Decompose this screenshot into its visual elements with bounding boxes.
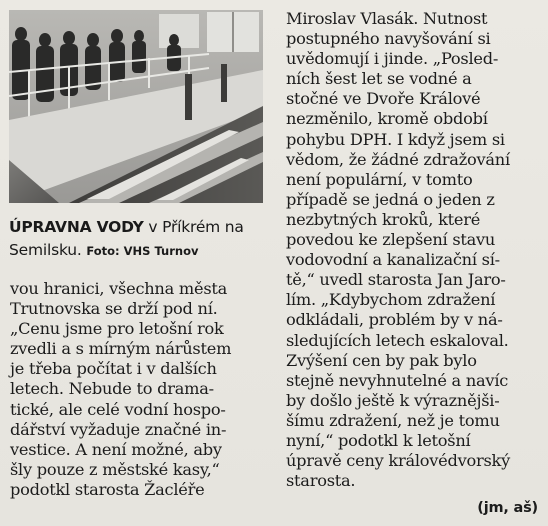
text-line: tické, ale celé vodní hospo- xyxy=(10,399,226,419)
text-line: pohybu DPH. I když jsem si xyxy=(286,129,505,149)
text-line: Trutnovska se drží pod ní. xyxy=(10,299,218,319)
text-line: dářství vyžaduje značné in- xyxy=(10,419,227,439)
text-line: vodovodní a kanalizační sí- xyxy=(286,250,500,270)
caption-line-2 xyxy=(9,239,271,263)
text-line: podotkl starosta Žacléře xyxy=(10,479,205,499)
text-line: tě,“ uvedl starosta Jan Jaro- xyxy=(286,270,506,290)
photo-illustration xyxy=(9,10,263,203)
water-treatment-photo xyxy=(9,10,263,203)
text-line: vestice. A není možné, aby xyxy=(10,439,222,459)
text-line: letech. Nebude to drama- xyxy=(10,379,214,399)
text-line: lím. „Kdybychom zdražení xyxy=(286,290,496,310)
author-byline: (jm, aš) xyxy=(477,500,538,516)
text-line: uvědomují i jinde. „Posled- xyxy=(286,49,499,69)
text-line: Zvýšení cen by pak bylo xyxy=(286,350,477,370)
text-line: by došlo ještě k výraznějši- xyxy=(286,390,500,410)
text-line: úpravě ceny královédvorský xyxy=(286,451,511,471)
photo-credit: Foto: VHS Turnov xyxy=(86,244,199,258)
caption-line-1 xyxy=(9,216,271,239)
text-line: „Cenu jsme pro letošní rok xyxy=(10,319,224,339)
text-line: stočné ve Dvoře Králové xyxy=(286,89,481,109)
text-line: Miroslav Vlasák. Nutnost xyxy=(286,9,488,28)
photo-caption xyxy=(9,216,271,263)
text-line: není populární, v tomto xyxy=(286,169,473,189)
text-line: případě se jedná o jeden z xyxy=(286,189,495,209)
article-column-left xyxy=(10,279,272,500)
text-line: šímu zdražení, než je tomu xyxy=(286,410,500,430)
caption-location: v Příkrém na xyxy=(143,218,244,236)
text-line: nyní,“ podotkl k letošní xyxy=(286,430,471,450)
text-line: sledujících letech eskaloval. xyxy=(286,330,509,350)
article-column-right xyxy=(286,9,542,491)
caption-title: ÚPRAVNA VODY xyxy=(9,218,144,236)
text-line: stejně nevyhnutelné a navíc xyxy=(286,370,509,390)
text-line: šly pouze z městské kasy,“ xyxy=(10,459,220,479)
text-line: je třeba počítat i v dalších xyxy=(10,359,217,379)
text-line: odkládali, problém by v ná- xyxy=(286,310,503,330)
text-line: vou hranici, všechna města xyxy=(10,279,228,298)
text-line: zvedli a s mírným nárůstem xyxy=(10,339,232,359)
text-line: povedou ke zlepšení stavu xyxy=(286,230,496,250)
caption-region: Semilsku. xyxy=(9,241,82,259)
text-line: nezměnilo, kromě období xyxy=(286,109,488,129)
text-line: nezbytných kroků, které xyxy=(286,209,481,229)
text-line: starosta. xyxy=(286,471,356,491)
text-line: postupného navyšování si xyxy=(286,29,491,49)
text-line: vědom, že žádné zdražování xyxy=(286,149,510,169)
text-line: ních šest let se vodné a xyxy=(286,69,472,89)
